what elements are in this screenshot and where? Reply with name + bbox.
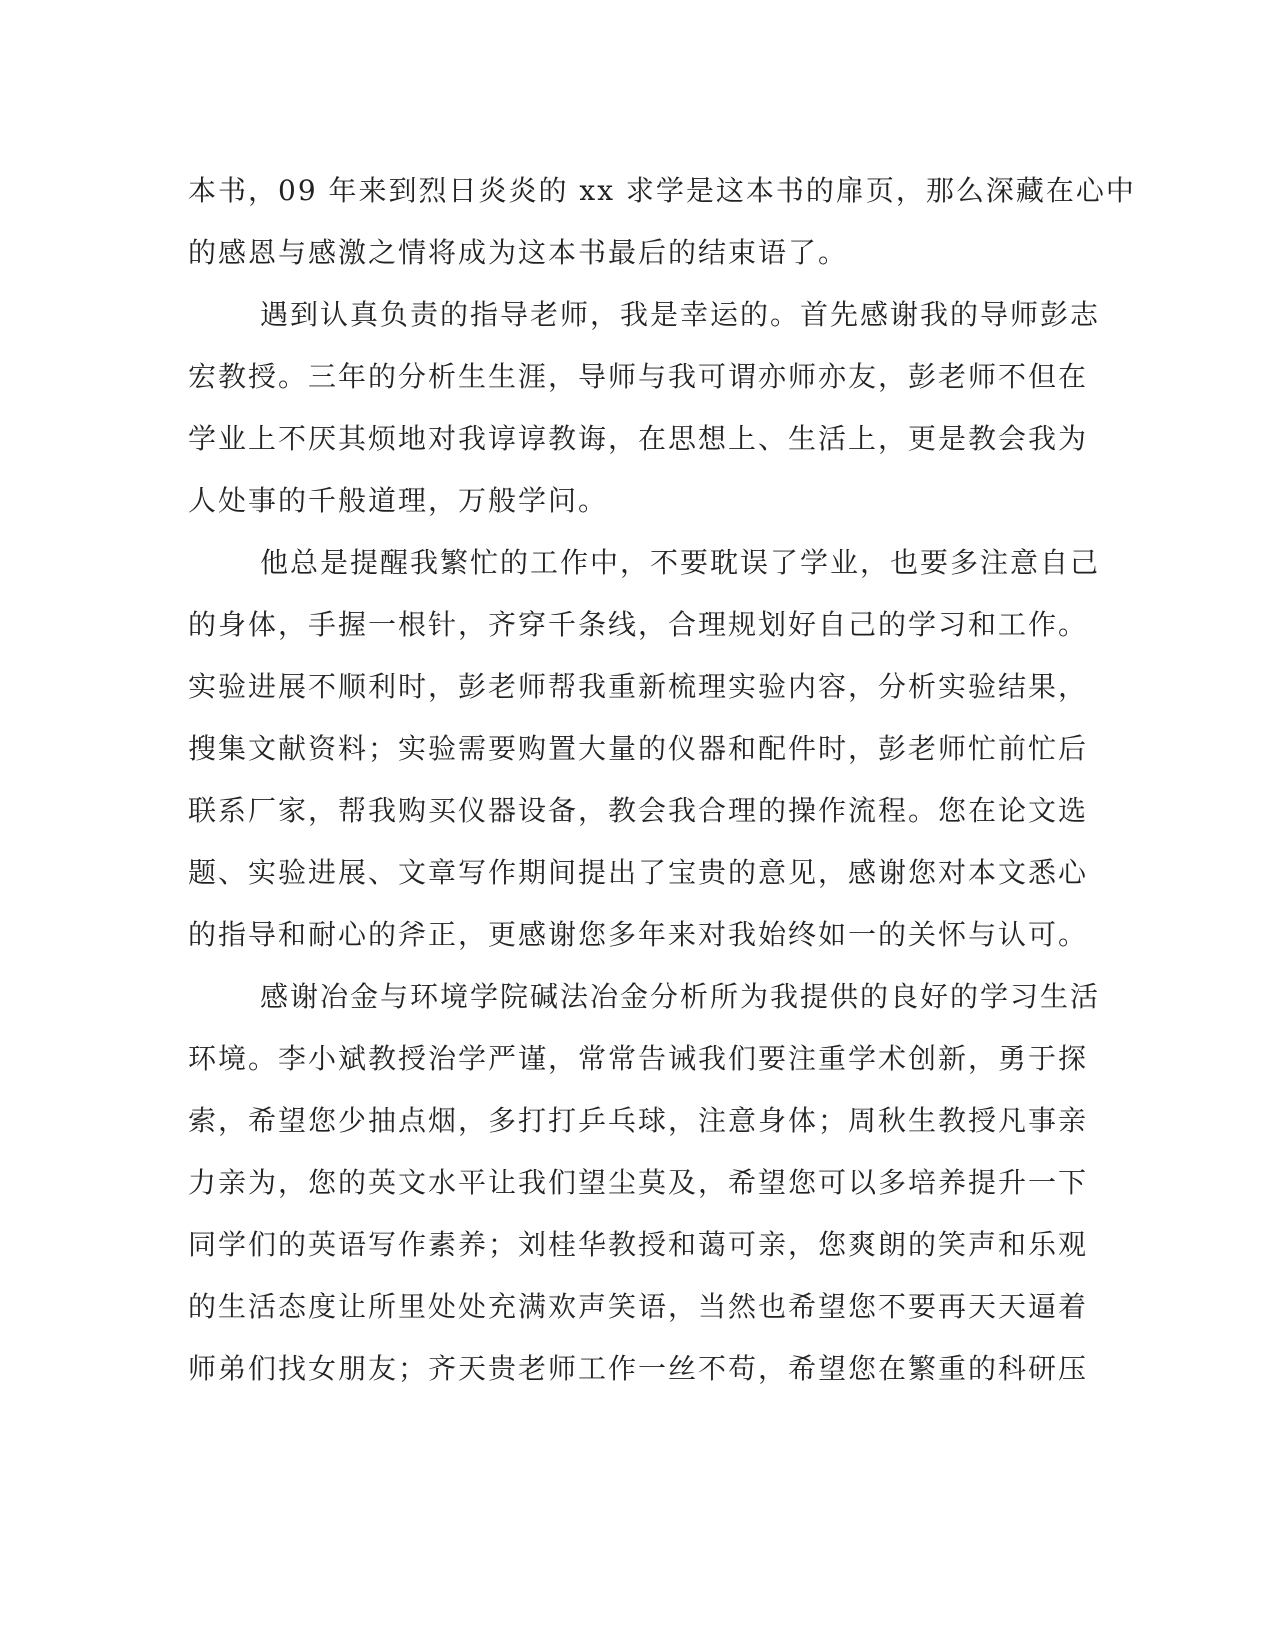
text-line: 同学们的英语写作素养；刘桂华教授和蔼可亲，您爽朗的笑声和乐观 [188, 1228, 1089, 1261]
paragraph-start-line: 遇到认真负责的指导老师，我是幸运的。首先感谢我的导师彭志 [260, 298, 1101, 331]
text-line: 联系厂家，帮我购买仪器设备，教会我合理的操作流程。您在论文选 [188, 794, 1089, 827]
text-line: 环境。李小斌教授治学严谨，常常告诫我们要注重学术创新，勇于探 [188, 1042, 1089, 1075]
text-line: 学业上不厌其烦地对我谆谆教诲，在思想上、生活上，更是教会我为 [188, 422, 1089, 455]
text-line: 题、实验进展、文章写作期间提出了宝贵的意见，感谢您对本文悉心 [188, 856, 1089, 889]
text-line: 的身体，手握一根针，齐穿千条线，合理规划好自己的学习和工作。 [188, 608, 1089, 641]
text-line: 搜集文献资料；实验需要购置大量的仪器和配件时，彭老师忙前忙后 [188, 732, 1089, 765]
document-body [188, 160, 1136, 1400]
text-line: 实验进展不顺利时，彭老师帮我重新梳理实验内容，分析实验结果， [188, 670, 1089, 703]
text-line: 的指导和耐心的斧正，更感谢您多年来对我始终如一的关怀与认可。 [188, 918, 1089, 951]
text-line: 力亲为，您的英文水平让我们望尘莫及，希望您可以多培养提升一下 [188, 1166, 1089, 1199]
text-line: 的感恩与感激之情将成为这本书最后的结束语了。 [188, 236, 849, 269]
text-line: 宏教授。三年的分析生生涯，导师与我可谓亦师亦友，彭老师不但在 [188, 360, 1089, 393]
text-line: 本书，09 年来到烈日炎炎的 xx 求学是这本书的扉页，那么深藏在心中 [188, 174, 1136, 207]
text-line: 索，希望您少抽点烟，多打打乒乓球，注意身体；周秋生教授凡事亲 [188, 1104, 1089, 1137]
text-line: 师弟们找女朋友；齐天贵老师工作一丝不苟，希望您在繁重的科研压 [188, 1352, 1089, 1385]
text-line: 人处事的千般道理，万般学问。 [188, 484, 609, 517]
text-line: 的生活态度让所里处处充满欢声笑语，当然也希望您不要再天天逼着 [188, 1290, 1089, 1323]
paragraph-start-line: 感谢冶金与环境学院碱法冶金分析所为我提供的良好的学习生活 [260, 980, 1101, 1013]
paragraph-start-line: 他总是提醒我繁忙的工作中，不要耽误了学业，也要多注意自己 [260, 546, 1101, 579]
